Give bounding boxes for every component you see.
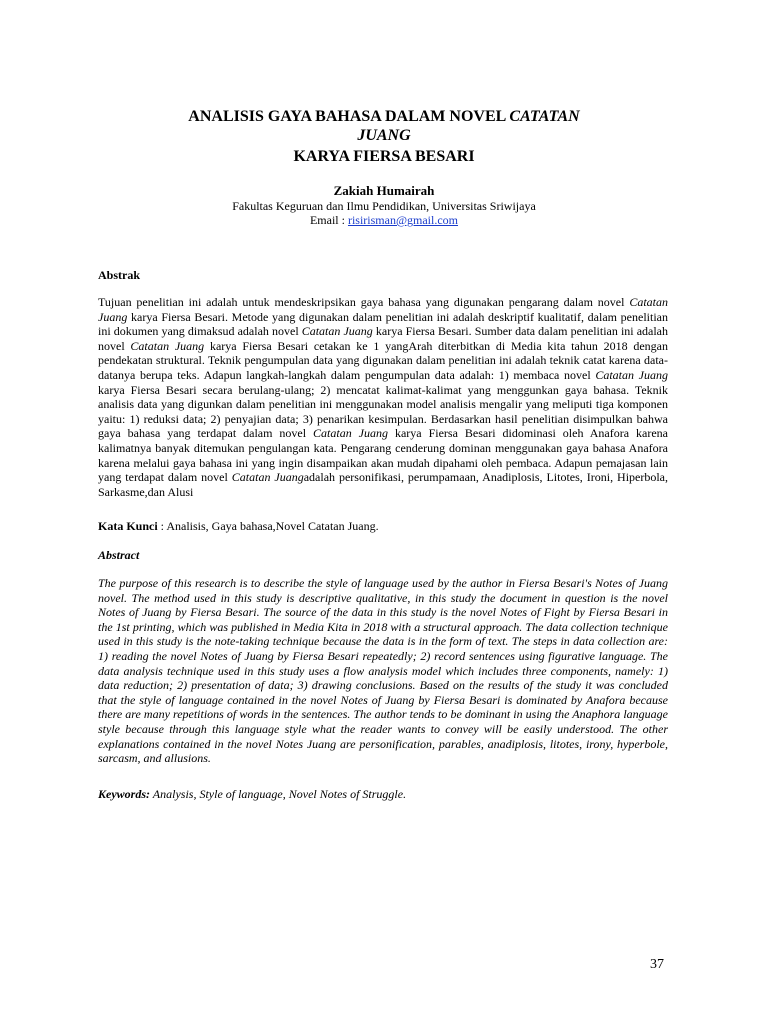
abstrak-text: karya Fiersa Besari. Sumber data dalam penelitian ini adalah novel — [98, 324, 669, 353]
abstrak-heading: Abstrak — [98, 268, 141, 282]
keywords-label: Keywords: — [98, 787, 150, 801]
novel-title-italic: Catatan Juang — [313, 426, 389, 441]
title-line-1 — [0, 107, 768, 126]
kata-kunci-label: Kata Kunci — [98, 519, 158, 533]
abstrak-paragraph — [98, 295, 668, 499]
novel-title-italic: Catatan Juang — [595, 367, 668, 382]
keywords-line — [98, 787, 406, 802]
email-link[interactable]: risirisman@gmail.com — [347, 213, 459, 227]
novel-title-italic: Catatan Juang — [301, 324, 373, 339]
abstrak-text: karya Fiersa Besari. Metode yang digunakan dalam penelitian ini adalah deskriptif kualitatif, dalam penelitian ini dokumen yang dimaksud adalah novel — [98, 309, 668, 339]
title-line-3: KARYA FIERSA BESARI — [293, 148, 475, 165]
abstract-heading: Abstract — [98, 548, 140, 562]
title-line-2 — [0, 126, 768, 145]
novel-title-italic: Catatan Juang — [231, 470, 304, 485]
keywords-text: Analysis, Style of language, Novel Notes of Struggle. — [150, 787, 407, 801]
novel-title-italic: Catatan Juang — [130, 338, 205, 353]
abstrak-text: karya Fiersa Besari secara berulang-ulang; 2) mencatat kalimat-kalimat yang menggunkan gaya bahasa. Teknik analisis data yang digunkan dalam penelitian ini menggunakan model analisis mengalir yang meliputi tiga komponen yaitu: 1) reduksi data; 2) penyajian data; 3) penarikan kesimpulan. Berdasarkan hasil penelitian disimpulkan bahwa gaya bahasa yang terdapat dalam novel — [98, 382, 668, 441]
email-label: Email : — [309, 213, 348, 227]
abstrak-text: Tujuan penelitian ini adalah untuk mendeskripsikan gaya bahasa yang digunakan pengarang dalam novel — [98, 295, 630, 309]
title-italic-1: CATATAN — [509, 108, 580, 125]
abstract-paragraph: The purpose of this research is to describe the style of language used by the author in Fiersa Besari's Notes of Juang novel. The method used in this study is descriptive qualitative, in this study the document in question is the novel Notes of Juang by Fiersa Besari. The source of the data in this study is the novel Notes of Fight by Fiersa Besari in the 1st printing, which was published in Media Kita in 2018 with a structural approach. The data collection technique used in this study is the note-taking technique because the data is in the form of text. The steps in data collection are: 1) reading the novel Notes of Juang by Fiersa Besari repeatedly; 2) record sentences using figurative language. The data analysis technique used in this study uses a flow analysis model which includes three components, namely: 1) data reduction; 2) presentation of data; 3) drawing conclusions. Based on the results of the study it was concluded that the style of language contained in the novel Notes of Juang by Fiersa Besari is dominated by Anafora because there are many repetitions of words in the sentences. The author tends to be dominant in using the Anaphora language style because through this language style what the reader wants to convey will be easily understood. The other explanations contained in the novel Notes Juang are personification, parables, anadiplosis, litotes, irony, hyperbole, sarcasm, and allusions. — [98, 576, 668, 766]
abstrak-text: karya Fiersa Besari didominasi oleh Anafora karena kalimatnya banyak ditemukan pengulangan kata. Pengarang cenderung dominan menggunakan gaya bahasa Anafora karena melalui gaya bahasa ini yang ingin disampaikan akan mudah dipahami oleh pembaca. Adapun pemajasan lain yang terdapat dalam novel — [98, 426, 669, 485]
abstrak-text: karya Fiersa Besari cetakan ke 1 yangArah diterbitkan di Media kita tahun 2018 dengan pendekatan struktural. Teknik pengumpulan data yang digunakan dalam penelitian ini adalah teknik catat karena data-datanya berupa teks. Adapun langkah-langkah dalam pengumpulan data adalah: 1) membaca novel — [98, 338, 668, 382]
page-number: 37 — [650, 957, 664, 972]
author-affiliation: Fakultas Keguruan dan Ilmu Pendidikan, Universitas Sriwijaya — [232, 199, 536, 213]
kata-kunci-text: : Analisis, Gaya bahasa,Novel Catatan Juang. — [157, 519, 379, 533]
kata-kunci-line — [98, 519, 379, 534]
title-prefix: ANALISIS GAYA BAHASA DALAM NOVEL — [188, 108, 510, 125]
abstrak-text: adalah personifikasi, perumpamaan, Anadiplosis, Litotes, Ironi, Hiperbola, Sarkasme,dan Alusi — [98, 470, 669, 499]
title-italic-2: JUANG — [357, 127, 411, 144]
author-email-line — [0, 213, 768, 228]
author-name: Zakiah Humairah — [333, 183, 435, 198]
novel-title-italic: Catatan Juang — [98, 295, 668, 324]
